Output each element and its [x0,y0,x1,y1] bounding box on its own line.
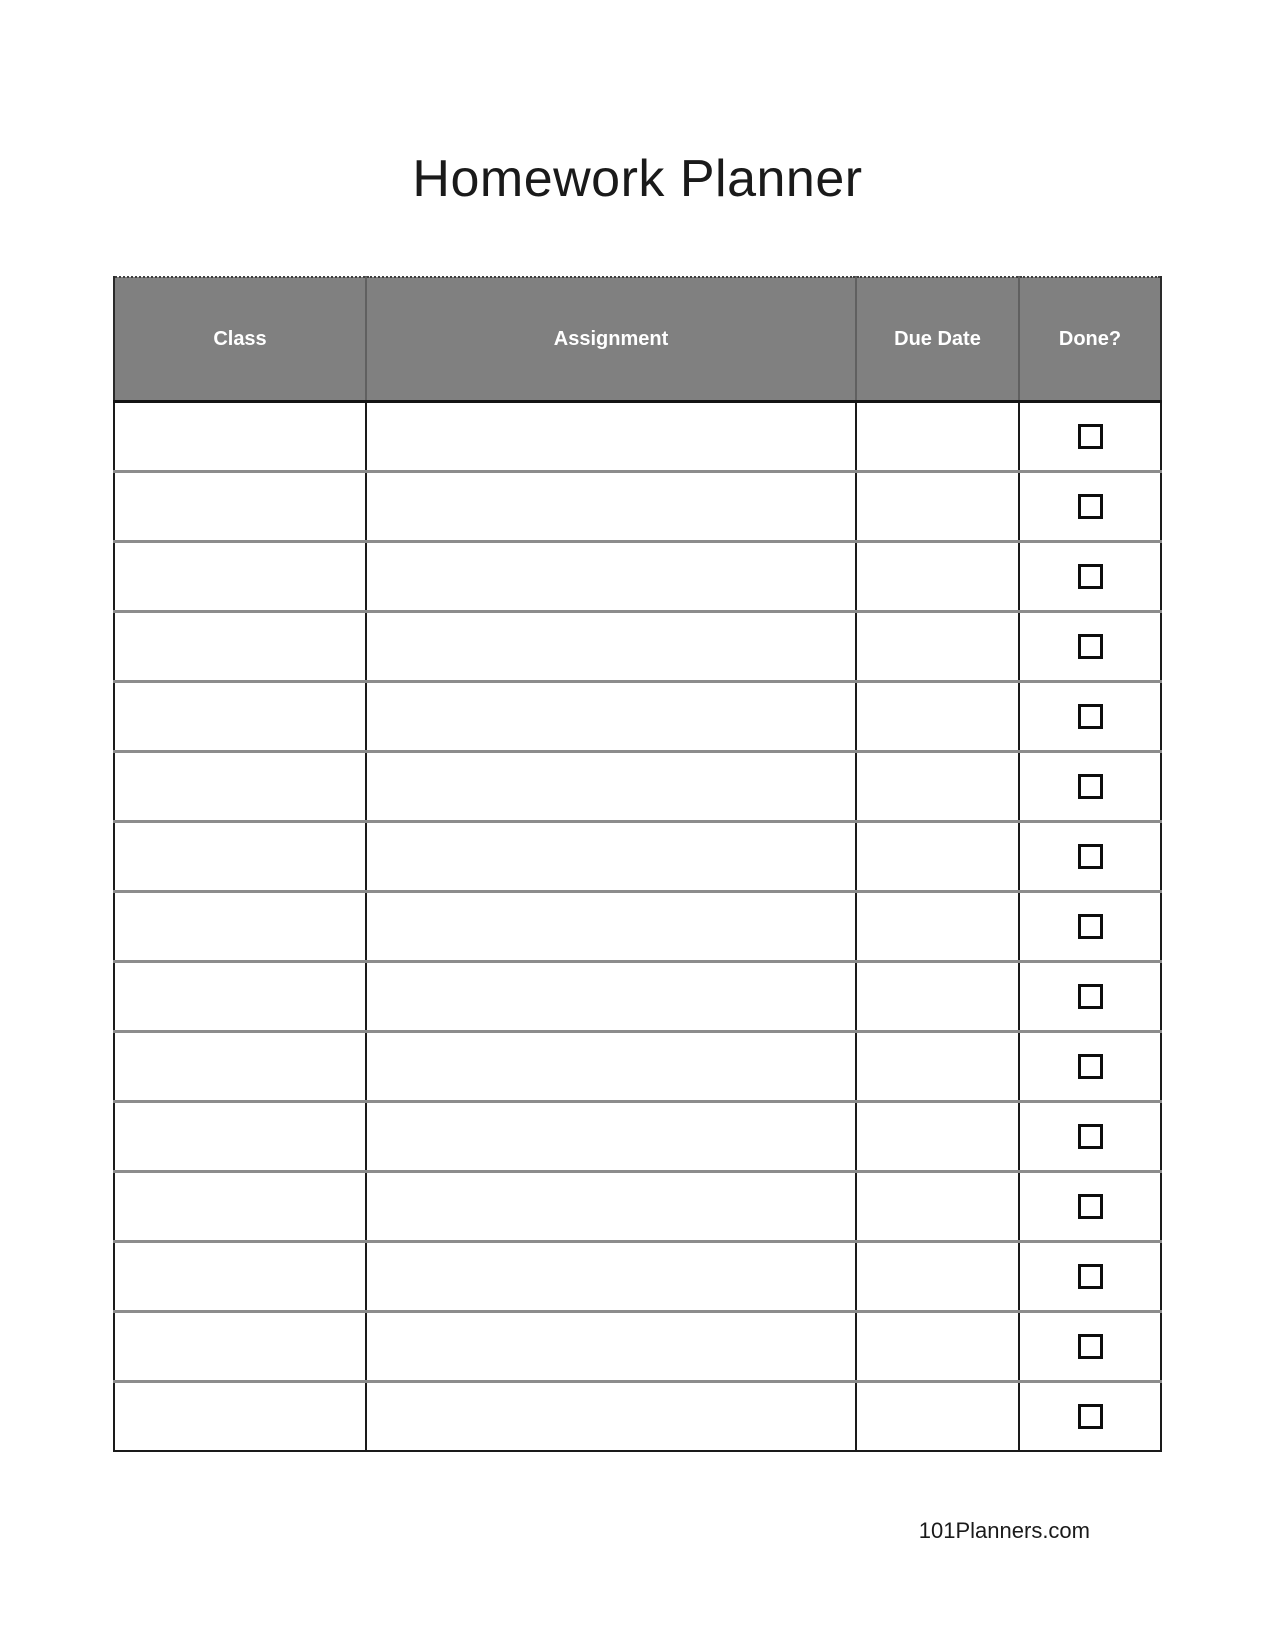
done-cell [1019,1171,1161,1241]
assignment-cell [366,471,856,541]
assignment-cell [366,401,856,471]
due-date-cell [856,821,1019,891]
done-cell [1019,611,1161,681]
done-checkbox-icon[interactable] [1078,774,1103,799]
done-cell [1019,751,1161,821]
column-header-done: Done? [1019,277,1161,401]
class-cell [114,1101,366,1171]
class-cell [114,611,366,681]
assignment-cell [366,751,856,821]
class-cell [114,1311,366,1381]
class-cell [114,1241,366,1311]
homework-table [113,276,1162,1452]
done-cell [1019,891,1161,961]
table-row [114,401,1161,471]
due-date-cell [856,541,1019,611]
table-body [114,401,1161,1451]
done-checkbox-icon[interactable] [1078,1124,1103,1149]
done-checkbox-icon[interactable] [1078,1334,1103,1359]
done-cell [1019,961,1161,1031]
due-date-cell [856,1311,1019,1381]
due-date-cell [856,1241,1019,1311]
table-row [114,1381,1161,1451]
done-cell [1019,1311,1161,1381]
column-header-due-date: Due Date [856,277,1019,401]
page-title: Homework Planner [412,150,863,208]
done-checkbox-icon[interactable] [1078,984,1103,1009]
due-date-cell [856,1171,1019,1241]
class-cell [114,821,366,891]
due-date-cell [856,891,1019,961]
done-checkbox-icon[interactable] [1078,704,1103,729]
table-row [114,611,1161,681]
done-cell [1019,401,1161,471]
done-cell [1019,821,1161,891]
table-row [114,1101,1161,1171]
done-cell [1019,471,1161,541]
assignment-cell [366,1311,856,1381]
done-checkbox-icon[interactable] [1078,1264,1103,1289]
done-checkbox-icon[interactable] [1078,634,1103,659]
header-row [114,277,1161,401]
table-row [114,1241,1161,1311]
column-header-assignment: Assignment [366,277,856,401]
assignment-cell [366,961,856,1031]
class-cell [114,681,366,751]
assignment-cell [366,611,856,681]
table-row [114,891,1161,961]
table-row [114,1311,1161,1381]
class-cell [114,751,366,821]
done-checkbox-icon[interactable] [1078,1404,1103,1429]
assignment-cell [366,541,856,611]
table-row [114,751,1161,821]
due-date-cell [856,611,1019,681]
assignment-cell [366,1171,856,1241]
due-date-cell [856,1031,1019,1101]
due-date-cell [856,1101,1019,1171]
class-cell [114,891,366,961]
done-cell [1019,1381,1161,1451]
assignment-cell [366,1031,856,1101]
class-cell [114,541,366,611]
done-cell [1019,1241,1161,1311]
done-checkbox-icon[interactable] [1078,914,1103,939]
assignment-cell [366,1101,856,1171]
due-date-cell [856,751,1019,821]
class-cell [114,1381,366,1451]
class-cell [114,471,366,541]
table-row [114,1031,1161,1101]
table-row [114,471,1161,541]
class-cell [114,1171,366,1241]
class-cell [114,401,366,471]
due-date-cell [856,401,1019,471]
table-header [114,277,1161,401]
column-header-class: Class [114,277,366,401]
done-cell [1019,1101,1161,1171]
done-checkbox-icon[interactable] [1078,424,1103,449]
table-row [114,821,1161,891]
due-date-cell [856,1381,1019,1451]
class-cell [114,961,366,1031]
assignment-cell [366,681,856,751]
done-cell [1019,1031,1161,1101]
done-checkbox-icon[interactable] [1078,1194,1103,1219]
table-row [114,681,1161,751]
due-date-cell [856,681,1019,751]
table-row [114,541,1161,611]
table-row [114,961,1161,1031]
done-checkbox-icon[interactable] [1078,564,1103,589]
due-date-cell [856,471,1019,541]
assignment-cell [366,891,856,961]
assignment-cell [366,821,856,891]
done-cell [1019,681,1161,751]
site-credit: 101Planners.com [918,1518,1090,1543]
assignment-cell [366,1241,856,1311]
done-checkbox-icon[interactable] [1078,1054,1103,1079]
done-checkbox-icon[interactable] [1078,844,1103,869]
due-date-cell [856,961,1019,1031]
class-cell [114,1031,366,1101]
table-row [114,1171,1161,1241]
done-checkbox-icon[interactable] [1078,494,1103,519]
assignment-cell [366,1381,856,1451]
done-cell [1019,541,1161,611]
